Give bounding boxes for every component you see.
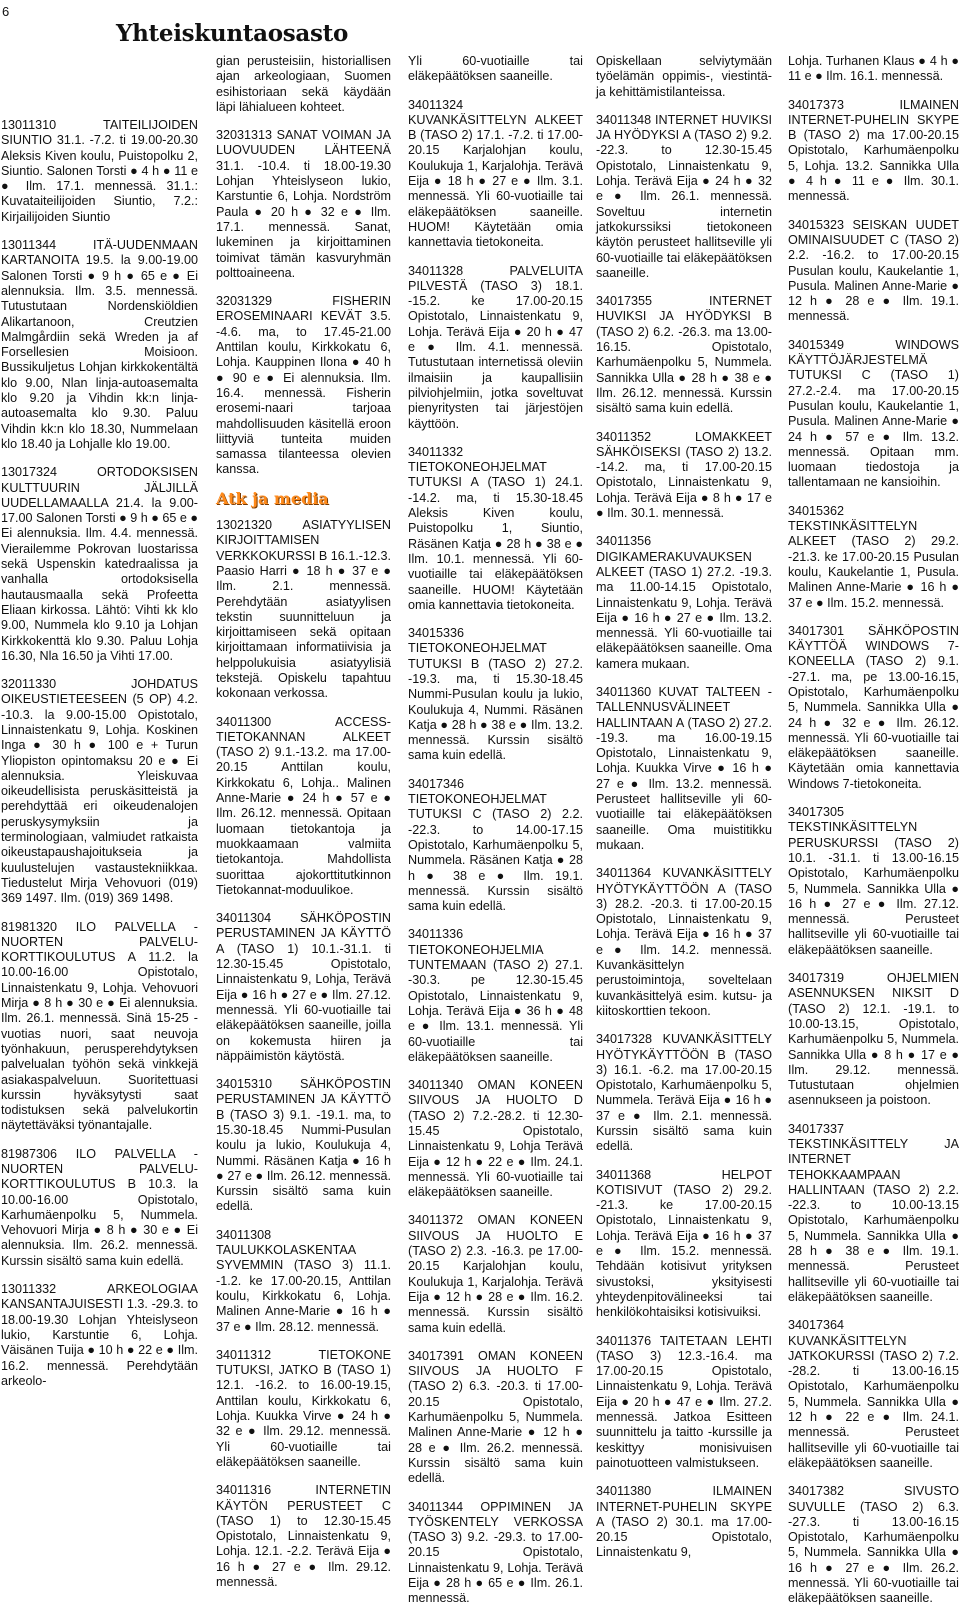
course-entry: 13021320 ASIATYYLISEN KIRJOITTAMISEN VERKKOKURSSI B 16.1.-12.3. Paasio Harri ● 18 h ● 37 e ● Ilm. 2.1. mennessä. Perehdytään asiatyylisen tekstin suunnitteluun ja kirjoittamiseen sekä opitaan kirjoittamaan informatiivisia ja helppolukuisia asiatyylisiä tekstejä. Opiskelu tapahtuu kokonaan verkossa. bbox=[216, 518, 391, 701]
page-number: 6 bbox=[2, 4, 10, 19]
course-entry: 34017319 OHJELMIEN ASENNUKSEN NIKSIT D (TASO 2) 12.1. -19.1. to 10.00-13.15, Opistotalo, Karhumäenpolku 5, Nummela. Sannikka Ulla ● 8 h ● 17 e ● Ilm. 29.12. mennessä. Tutustutaan ohjelmien asennukseen ja poistoon. bbox=[788, 971, 959, 1108]
course-entry: 34011308 TAULUKKOLASKENTAA SYVEMMIN (TASO 3) 11.1. -1.2. ke 17.00-20.15, Anttilan koulu, Kirkkokatu 6, Lohja. Malinen Anne-Marie ● 16 h ● 37 e ● Ilm. 28.12. mennessä. bbox=[216, 1227, 391, 1334]
course-entry: 34017364 KUVANKÄSITTELYN JATKOKURSSI (TASO 2) 7.2. -28.2. ti 13.00-16.15 Opistotalo, Karhumäenpolku 5, Nummela. Sannikka Ulla ● 12 h ● 22 e ● Ilm. 24.1. mennessä. Perusteet hallitseville yli 60-vuotiaille tai eläkepäätöksen saaneille. bbox=[788, 1318, 959, 1470]
course-entry: 32011330 JOHDATUS OIKEUSTIETEESEEN (5 OP) 4.2. -10.3. la 9.00-15.00 Opistotalo, Linnaistenkatu 9, Lohja. Koskinen Inga ● 30 h ● 100 e + Turun Yliopiston opintomaksu 20 e ● Ei alennuksia. Yleiskuvaa oikeudellisista peruskäsitteistä ja perehdyttää eri oikeudenalojen peruskysymyksiin ja terminologiaan, valmiudet ratkaista oikeustapaushajoitukseia ja kuulustelujen vastaustekniikkaa. Tiedustelut Mirja Vehovuori (019) 369 1497. Ilm. (019) 369 1498. bbox=[1, 677, 198, 906]
course-entry: 34015310 SÄHKÖPOSTIN PERUSTAMINEN JA KÄYTTÖ B (TASO 3) 9.1. -19.1. ma, to 15.30-18.45 Nummi-Pusulan koulu ja lukio, Koulukuja 4, Nummi. Räsänen Katja ● 16 h ● 27 e ● Ilm. 26.12. mennessä. Kurssin sisältö sama kuin edellä. bbox=[216, 1077, 391, 1214]
course-entry: 34011340 OMAN KONEEN SIIVOUS JA HUOLTO D (TASO 2) 7.2.-28.2. ti 12.30-15.45 Opistotalo, Linnaistenkatu 9, Lohja Terävä Eija ● 12 h ● 22 e ● Ilm. 24.1. mennessä. Yli 60-vuotiaille tai eläkepäätöksen saaneille. bbox=[408, 1078, 583, 1200]
course-entry: 13011332 ARKEOLOGIAA KANSANTAJUISESTI 1.3. -29.3. to 18.00-19.30 Lohjan Yhteislyseon lukio, Karstuntie 6, Lohja. Väisänen Tuija ● 10 h ● 22 e ● Ilm. 16.2. mennessä. Perehdytään arkeolo- bbox=[1, 1282, 198, 1388]
course-entry: 34017337 TEKSTINKÄSITTELY JA INTERNET TEHOKKAAMPAAN HALLINTAAN (TASO 2) 2.2. -22.3. to 10.00-13.15 Opistotalo, Karhumäenpolku 5, Nummela. Sannikka Ulla ● 28 h ● 38 e ● Ilm. 19.1. mennessä. Perusteet hallitseville yli 60-vuotiaille tai eläkepäätöksen saaneille. bbox=[788, 1121, 959, 1304]
column-2 bbox=[216, 54, 391, 1603]
course-entry: 34017382 SIVUSTO SUVULLE (TASO 2) 6.3. -27.3. ti 13.00-16.15 Opistotalo, Karhumäenpolku 5, Nummela. Sannikka Ulla ● 16 h ● 27 e ● Ilm. 26.2. mennessä. Yli 60-vuotiaille tai eläkepäätöksen saaneille. bbox=[788, 1484, 959, 1606]
course-entry: 34011324 KUVANKÄSITTELYN ALKEET B (TASO 2) 17.1. -7.2. ti 17.00-20.15 Karjalohjan koulu, Koulukuja 1, Karjalohja. Terävä Eija ● 18 h ● 27 e ● Ilm. 3.1. mennessä. Yli 60-vuotiaille tai eläkepäätöksen saaneille. HUOM! Käytetään omia kannettavia tietokoneita. bbox=[408, 97, 583, 250]
section-title: Yhteiskuntaosasto bbox=[116, 20, 348, 47]
column-5 bbox=[788, 54, 959, 1620]
course-entry: 34017328 KUVANKÄSITTELY HYÖTYKÄYTTÖÖN B (TASO 3) 16.1. -6.2. ma 17.00-20.15 Opistotalo, Karhumäenpolku 5, Nummela. Terävä Eija ● 16 h ● 37 e ● Ilm. 2.1. mennessä. Kurssin sisältö sama kuin edellä. bbox=[596, 1032, 772, 1154]
course-entry: 34011368 HELPOT KOTISIVUT (TASO 2) 29.2. -21.3. ke 17.00-20.15 Opistotalo, Linnaistenkatu 9, Lohja. Terävä Eija ● 16 h ● 37 e ● Ilm. 15.2. mennessä. Tehdään kotisivut yrityksen sivustoksi, yksityisesti yhteydenpitovälineeksi tai henkilökohtaisiksi kotisivuiksi. bbox=[596, 1167, 772, 1320]
course-entry: 34017373 ILMAINEN INTERNET-PUHELIN SKYPE B (TASO 2) ma 17.00-20.15 Opistotalo, Karhumäenpolku 5, Lohja. 13.2. Sannikka Ulla ● 4 h ● 11 e ● Ilm. 30.1. mennessä. bbox=[788, 97, 959, 204]
course-entry: gian perusteisiin, historiallisen ajan arkeologiaan, Suomen esihistoriaan sekä käydään läpi lähialueen kohteet. bbox=[216, 54, 391, 114]
course-entry: 34011336 TIETOKONEOHJELMIA TUNTEMAAN (TASO 2) 27.1. -30.3. pe 12.30-15.45 Opistotalo, Linnaistenkatu 9, Lohja. Terävä Eija ● 36 h ● 48 e ● Ilm. 13.1. mennessä. Yli 60-vuotiaille tai eläkepäätöksen saaneille. bbox=[408, 927, 583, 1064]
course-entry: 34011344 OPPIMINEN JA TYÖSKENTELY VERKOSSA (TASO 3) 9.2. -29.3. to 17.00-20.15 Opistotalo, Linnaistenkatu 9, Lohja. Terävä Eija ● 28 h ● 65 e ● Ilm. 26.1. mennessä. bbox=[408, 1499, 583, 1606]
course-entry: 34015362 TEKSTINKÄSITTELYN ALKEET (TASO 2) 29.2. -21.3. ke 17.00-20.15 Pusulan koulu, Kaukelantie 1, Pusula. Malinen Anne-Marie ● 16 h ● 37 e ● Ilm. 15.2. mennessä. bbox=[788, 503, 959, 610]
course-entry: 34011328 PALVELUITA PILVESTÄ (TASO 3) 18.1. -15.2. ke 17.00-20.15 Opistotalo, Linnaistenkatu 9, Lohja. Terävä Eija ● 20 h ● 47 e ● Ilm. 4.1. mennessä. Tutustutaan internetissä oleviin ilmaisiin ja kaupallisiin pilviohjelmiin, jotka soveltuvat pienyritysten tai järjestöjen käyttöön. bbox=[408, 263, 583, 431]
course-entry: 34011372 OMAN KONEEN SIIVOUS JA HUOLTO E (TASO 2) 2.3. -16.3. pe 17.00-20.15 Karjalohjan koulu, Koulukuja 1, Karjalohja. Terävä Eija ● 12 h ● 28 e ● Ilm. 16.2. mennessä. Kurssin sisältö sama kuin edellä. bbox=[408, 1213, 583, 1335]
course-entry: 32031313 SANAT VOIMAN JA LUOVUUDEN LÄHTEENÄ 31.1. -10.4. ti 18.00-19.30 Lohjan Yhteislyseon lukio, Karstuntie 6, Lohja. Nordström Paula ● 20 h ● 32 e ● Ilm. 17.1. mennessä. Sanat, lukeminen ja kirjoittaminen toimivat tämän kasvuryhmän polttoaineena. bbox=[216, 128, 391, 280]
column-4 bbox=[596, 54, 772, 1574]
subsection-heading: Atk ja media bbox=[216, 488, 329, 508]
course-entry: 34011332 TIETOKONEOHJELMAT TUTUKSI A (TASO 1) 24.1. -14.2. ma, ti 15.30-18.45 Aleksis Kiven koulu, Puistopolku 1, Siuntio, Räsänen Katja ● 28 h ● 38 e ● Ilm. 10.1. mennessä. Yli 60-vuotiaille tai eläkepäätöksen saaneille. HUOM! Käytetään omia kannettavia tietokoneita. bbox=[408, 444, 583, 612]
course-entry: 34015323 SEISKAN UUDET OMINAISUUDET C (TASO 2) 2.2. -16.2. to 17.00-20.15 Pusulan koulu, Kaukelantie 1, Pusula. Malinen Anne-Marie ● 12 h ● 28 e ● Ilm. 19.1. mennessä. bbox=[788, 217, 959, 324]
course-entry: 34011348 INTERNET HUVIKSI JA HYÖDYKSI A (TASO 2) 9.2. -22.3. to 12.30-15.45 Opistotalo, Linnaistenkatu 9, Lohja. Terävä Eija ● 24 h ● 32 e ● Ilm. 26.1. mennessä. Soveltuu internetin jatkokurssiksi tietokoneen käytön perusteet hallitseville yli 60-vuotiaille tai eläkepäätöksen saaneille. bbox=[596, 112, 772, 280]
course-entry: 34011356 DIGIKAMERAKUVAUKSEN ALKEET (TASO 1) 27.2. -19.3. ma 11.00-14.15 Opistotalo, Linnaistenkatu 9, Lohja. Terävä Eija ● 16 h ● 27 e ● Ilm. 13.2. mennessä. Yli 60-vuotiaille tai eläkepäätöksen saaneille. Oma kamera mukaan. bbox=[596, 534, 772, 671]
course-entry: Lohja. Turhanen Klaus ● 4 h ● 11 e ● Ilm. 16.1. mennessä. bbox=[788, 54, 959, 84]
course-entry: 34011312 TIETOKONE TUTUKSI, JATKO B (TASO 1) 12.1. -16.2. to 16.00-19.15, Anttilan koulu, Kirkkokatu 6, Lohja. Kuukka Virve ● 24 h ● 32 e ● Ilm. 29.12. mennessä. Yli 60-vuotiaille tai eläkepäätöksen saaneille. bbox=[216, 1347, 391, 1469]
course-entry: Opiskellaan selviytymään työelämän oppimis-, viestintä- ja kehittämistilanteissa. bbox=[596, 54, 772, 99]
course-entry: 34017355 INTERNET HUVIKSI JA HYÖDYKSI B (TASO 2) 6.2. -26.3. ma 13.00-16.15. Opistotalo, Karhumäenpolku 5, Nummela. Sannikka Ulla ● 28 h ● 38 e ● Ilm. 26.12. mennessä. Kurssin sisältö sama kuin edellä. bbox=[596, 294, 772, 416]
course-entry: 34011364 KUVANKÄSITTELY HYÖTYKÄYTTÖÖN A (TASO 3) 28.2. -20.3. ti 17.00-20.15 Opistotalo, Linnaistenkatu 9, Lohja. Terävä Eija ● 16 h ● 37 e ● Ilm. 14.2. mennessä. Kuvankäsittelyn perustoimintoja, soveltelaan kuvankäsittelyä esim. kutsu- ja kiitoskorttien tekoon. bbox=[596, 866, 772, 1018]
course-entry: 34015336 TIETOKONEOHJELMAT TUTUKSI B (TASO 2) 27.2. -19.3. ma, ti 15.30-18.45 Nummi-Pusulan koulu ja lukio, Koulukuja 4, Nummi. Räsänen Katja ● 28 h ● 38 e ● Ilm. 13.2. mennessä. Kurssin sisältö sama kuin edellä. bbox=[408, 626, 583, 763]
course-entry: 34011360 KUVAT TALTEEN - TALLENNUSVÄLINEET HALLINTAAN A (TASO 2) 27.2. -19.3. ma 16.00-19.15 Opistotalo, Linnaistenkatu 9, Lohja. Kuukka Virve ● 16 h ● 27 e ● Ilm. 13.2. mennessä. Perusteet hallitseville yli 60-vuotiaille tai eläkepäätöksen saaneille. Oma muistitikku mukaan. bbox=[596, 684, 772, 852]
course-entry: 34011300 ACCESS-TIETOKANNAN ALKEET (TASO 2) 9.1.-13.2. ma 17.00-20.15 Anttilan koulu, Kirkkokatu 6, Lohja.. Malinen Anne-Marie ● 24 h ● 57 e ● Ilm. 26.12. mennessä. Opitaan luomaan tietokantoja ja muokkaamaan valmiita tietokantoja. Mahdollista suorittaa ajokorttitutkinnon Tietokannat-moduulikoe. bbox=[216, 714, 391, 897]
course-entry: 34017301 SÄHKÖPOSTIN KÄYTTÖÄ WINDOWS 7-KONEELLA (TASO 2) 9.1. -27.1. ma, pe 13.00-16.15, Opistotalo, Karhumäenpolku 5, Nummela. Sannikka Ulla ● 24 h ● 32 e ● Ilm. 26.12. mennessä. Yli 60-vuotiaille tai eläkepäätöksen saaneille. Käytetään omia kannettavia Windows 7-tietokoneita. bbox=[788, 623, 959, 791]
course-entry: 34017346 TIETOKONEOHJELMAT TUTUKSI C (TASO 2) 2.2. -22.3. to 14.00-17.15 Opistotalo, Karhumäenpolku 5, Nummela. Räsänen Katja ● 28 h ● 38 e ● Ilm. 19.1. mennessä. Kurssin sisältö sama kuin edellä. bbox=[408, 776, 583, 914]
course-entry: 34011352 LOMAKKEET SÄHKÖISEKSI (TASO 2) 13.2. -14.2. ma, ti 17.00-20.15 Opistotalo, Linnaistenkatu 9, Lohja. Terävä Eija ● 8 h ● 17 e ● Ilm. 30.1. mennessä. bbox=[596, 429, 772, 521]
course-entry: 81987306 ILO PALVELLA - NUORTEN PALVELU-KORTTIKOULUTUS B 10.3. la 10.00-16.00 Opistotalo, Karhumäenpolku 5, Nummela. Vehovuori Mirja ● 8 h ● 30 e ● Ei alennuksia. Ilm. 26.2. mennessä. Kurssin sisältö sama kuin edellä. bbox=[1, 1146, 198, 1268]
course-entry: 34017391 OMAN KONEEN SIIVOUS JA HUOLTO F (TASO 2) 6.3. -20.3. ti 17.00-20.15 Opistotalo, Karhumäenpolku 5, Nummela. Malinen Anne-Marie ● 12 h ● 28 e ● Ilm. 26.2. mennessä. Kurssin sisältö sama kuin edellä. bbox=[408, 1348, 583, 1486]
course-entry: 13011310 TAITEILIJOIDEN SIUNTIO 31.1. -7.2. ti 19.00-20.30 Aleksis Kiven koulu, Puistopolku 2, Siuntio. Salonen Torsti ● 4 h ● 11 e ● Ilm. 17.1. mennessä. 31.1.: Kuvataiteilijoiden Siuntio, 7.2.: Kirjailijoiden Siuntio bbox=[1, 118, 198, 224]
course-entry: 13017324 ORTODOKSISEN KULTTUURIN JÄLJILLÄ UUDELLAMAALLA 21.4. la 9.00-17.00 Salonen Torsti ● 9 h ● 65 e ● Ei alennuksia. Ilm. 4.4. mennessä. Vierailemme Pokrovan luostarissa sekä Uspenskin katedraalissa ja vanhalla ortodoksisella hautausmaalla sekä Profeetta Eliaan kirkossa. Lähtö: Vihti kk klo 9.00, Nummela klo 9.10 ja Lohjan Kirkkokenttä klo 9.30. Paluu Lohja 16.30, Nla 16.50 ja Vihti 17.00. bbox=[1, 465, 198, 663]
column-3 bbox=[408, 54, 583, 1620]
course-entry: 13011344 ITÄ-UUDENMAAN KARTANOITA 19.5. la 9.00-19.00 Salonen Torsti ● 9 h ● 65 e ● Ei alennuksia. Ilm. 3.5. mennessä. Tutustutaan Nordenskiöldien Alikartanoon, Creutzien Malmgårdiin sekä Wreden ja af Forsellesien Moisioon. Bussikuljetus Lohjan kirkkokentältä klo 9.00, Nlan linja-autoasemalta klo 9.20 ja Vihdin kk:n linja-autoasemalta klo 9.30. Paluu Vihdin kk:n klo 18.30, Nummelaan klo 18.40 ja Lohjalle klo 19.00. bbox=[1, 238, 198, 451]
column-1 bbox=[1, 118, 198, 1402]
course-entry: 34011304 SÄHKÖPOSTIN PERUSTAMINEN JA KÄYTTÖ A (TASO 1) 10.1.-31.1. ti 12.30-15.45 Opistotalo, Linnaistenkatu 9, Lohja, Terävä Eija ● 16 h ● 27 e ● Ilm. 27.12. mennessä. Yli 60-vuotiaille tai eläkepäätöksen saaneille, joilla on kokemusta hiiren ja näppäimistön käytöstä. bbox=[216, 911, 391, 1063]
course-entry: 34011376 TAITETAAN LEHTI (TASO 3) 12.3.-16.4. ma 17.00-20.15 Opistotalo, Linnaistenkatu 9, Lohja. Terävä Eija ● 20 h ● 47 e ● Ilm. 27.2. mennessä. Jatkoa Esitteen suunnittelu ja taitto -kurssille ja keskittyy monisivuisen painotuotteen valmistukseen. bbox=[596, 1333, 772, 1470]
course-entry: Yli 60-vuotiaille tai eläkepäätöksen saaneille. bbox=[408, 54, 583, 84]
course-entry: 34017305 TEKSTINKÄSITTELYN PERUSKURSSI (TASO 2) 10.1. -31.1. ti 13.00-16.15 Opistotalo, Karhumäenpolku 5, Nummela. Sannikka Ulla ● 16 h ● 27 e ● Ilm. 27.12. mennessä. Perusteet hallitseville yli 60-vuotiaille tai eläkepäätöksen saaneille. bbox=[788, 805, 959, 957]
course-entry: 81981320 ILO PALVELLA - NUORTEN PALVELU-KORTTIKOULUTUS A 11.2. la 10.00-16.00 Opistotalo, Linnaistenkatu 9, Lohja. Vehovuori Mirja ● 8 h ● 30 e ● Ei alennuksia. Ilm. 26.1. mennessä. Sinä 15-25 -vuotias nuori, saat neuvoja työnhakuun, perusperehdytyksen palvelualan työhön sekä vinkkejä asiakaspalveluun. Suoritettuasi kurssin hyväksytysti saat todistuksen sekä palvelukortin näytettäväksi työnantajalle. bbox=[1, 919, 198, 1133]
course-entry: 34011316 INTERNETIN KÄYTÖN PERUSTEET C (TASO 1) to 12.30-15.45 Opistotalo, Linnaistenkatu 9, Lohja. 12.1. -2.2. Terävä Eija ● 16 h ● 27 e ● Ilm. 29.12. mennessä. bbox=[216, 1483, 391, 1590]
course-entry: 34015349 WINDOWS KÄYTTÖJÄRJESTELMÄ TUTUKSI C (TASO 1) 27.2.-2.4. ma 17.00-20.15 Pusulan koulu, Kaukelantie 1, Pusula. Malinen Anne-Marie ● 24 h ● 57 e ● Ilm. 13.2. mennessä. Opitaan mm. luomaan tiedostoja ja tallentamaan ne kansioihin. bbox=[788, 337, 959, 490]
course-entry: 34011380 ILMAINEN INTERNET-PUHELIN SKYPE A (TASO 2) 30.1. ma 17.00-20.15 Opistotalo, Linnaistenkatu 9, bbox=[596, 1484, 772, 1560]
course-entry: 32031329 FISHERIN EROSEMINAARI KEVÄT 3.5. -4.6. ma, to 17.45-21.00 Anttilan koulu, Kirkkokatu 6, Lohja. Kauppinen Ilona ● 40 h ● 90 e ● Ei alennuksia. Ilm. 16.4. mennessä. Fisherin erosemi-naari tarjoaa mahdollisuuden käsitellä eroon liittyviä tunteita muiden samassa tilanteessa olevien kanssa. bbox=[216, 294, 391, 477]
